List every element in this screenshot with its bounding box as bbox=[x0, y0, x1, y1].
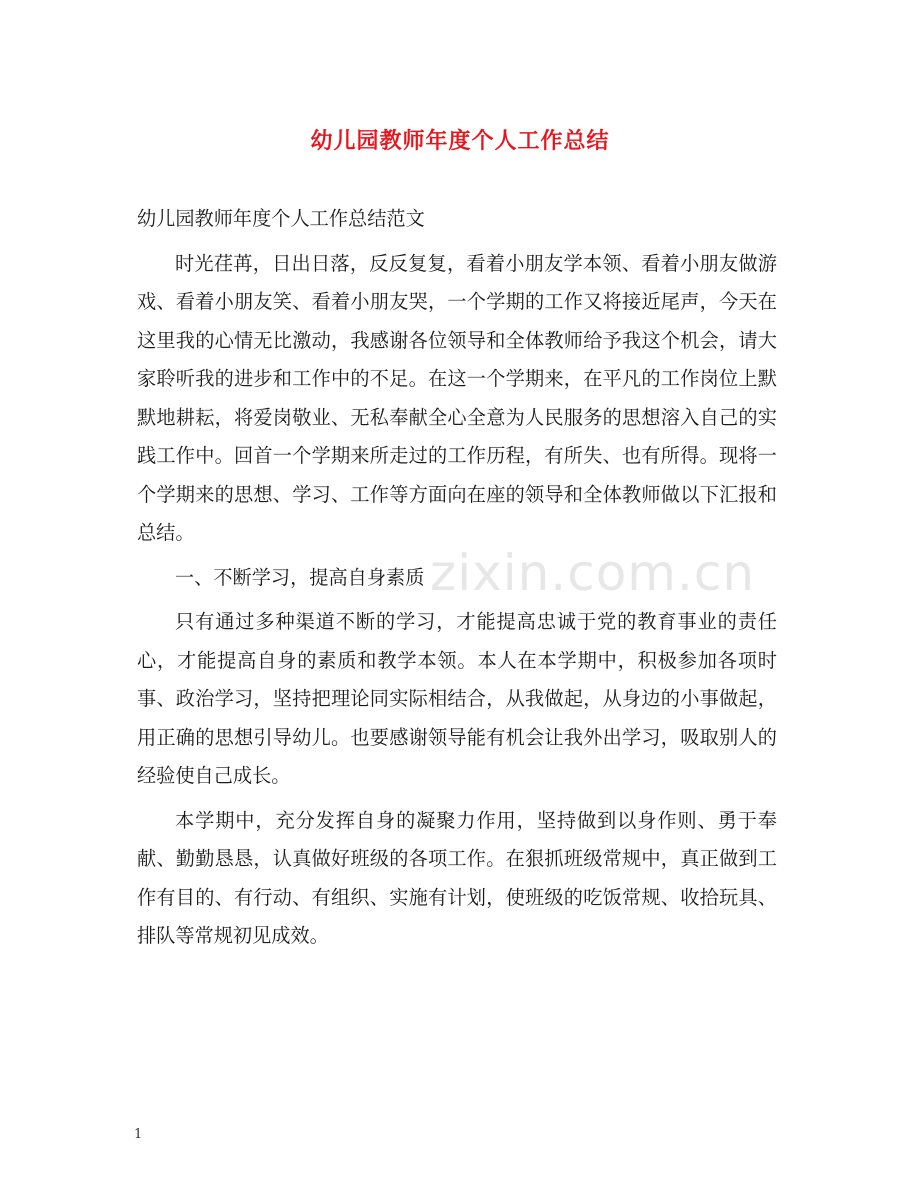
document-body bbox=[137, 200, 777, 956]
watermark: zixin.com.cn bbox=[430, 544, 756, 602]
paragraph-study: 只有通过多种渠道不断的学习，才能提高忠诚于党的教育事业的责任心，才能提高自身的素质和教学本领。本人在本学期中，积极参加各项时事、政治学习，坚持把理论同实际相结合，从我做起，从身边的小事做起，用正确的思想引导幼儿。也要感谢领导能有机会让我外出学习，吸取别人的经验使自己成长。 bbox=[137, 610, 777, 787]
document-subtitle: 幼儿园教师年度个人工作总结范文 bbox=[137, 207, 425, 230]
section-heading-1: 一、不断学习，提高自身素质 bbox=[175, 565, 425, 589]
document-title: 幼儿园教师年度个人工作总结 bbox=[310, 128, 610, 154]
paragraph-class-work: 本学期中，充分发挥自身的凝聚力作用，坚持做到以身作则、勇于奉献、勤勤恳恳，认真做好班级的各项工作。在狠抓班级常规中，真正做到工作有目的、有行动、有组织、实施有计划，使班级的吃饭常规、收拾玩具、排队等常规初见成效。 bbox=[137, 808, 777, 947]
page-number: 1 bbox=[134, 1127, 143, 1142]
paragraph-intro: 时光荏苒，日出日落，反反复复，看着小朋友学本领、看着小朋友做游戏、看着小朋友笑、看着小朋友哭，一个学期的工作又将接近尾声，今天在这里我的心情无比激动，我感谢各位领导和全体教师给予我这个机会，请大家聆听我的进步和工作中的不足。在这一个学期来，在平凡的工作岗位上默默地耕耘，将爱岗敬业、无私奉献全心全意为人民服务的思想溶入自己的实践工作中。回首一个学期来所走过的工作历程，有所失、也有所得。现将一个学期来的思想、学习、工作等方面向在座的领导和全体教师做以下汇报和总结。 bbox=[137, 251, 777, 544]
